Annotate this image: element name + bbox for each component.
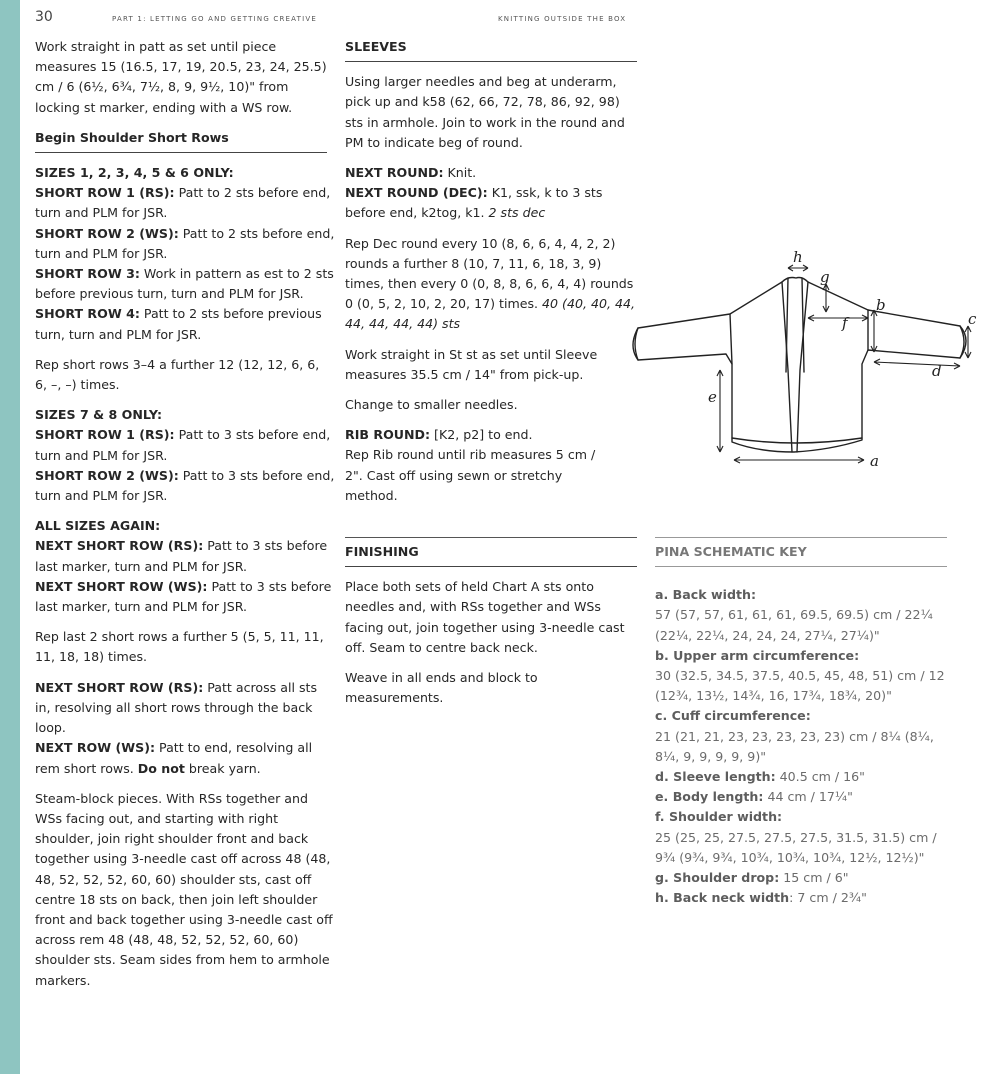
key-item-label: b. Upper arm circumference: (655, 647, 860, 663)
key-item-label: c. Cuff circumference: (655, 708, 811, 724)
sleeve-pickup: Using larger needles and beg at underarm, pick up and k58 (62, 66, 72, 78, 86, 92, 98) sts in armhole. Join to work in the round and PM to indicate beg of round. (345, 74, 625, 150)
intro-paragraph: Work straight in patt as set until piece measures 15 (16.5, 17, 19, 20.5, 23, 24, 25.5) cm / 6 (6½, 6¾, 7½, 8, 9, 9½, 10)" from locking st marker, ending with a WS row. (35, 39, 327, 115)
key-item-value: : 7 cm / 2¾" (789, 890, 867, 906)
sizes-7-8-short-row-2 (35, 466, 335, 506)
line-b (871, 310, 877, 352)
next-short-row-ws-label: NEXT SHORT ROW (WS): (35, 578, 208, 594)
repeat-short-rows: Rep short rows 3–4 a further 12 (12, 12, 6, 6, 6, –, –) times. (35, 356, 320, 393)
key-item-value: 40.5 cm / 16" (775, 769, 865, 785)
key-item-value: 21 (21, 21, 23, 23, 23, 23, 23) cm / 8¼ (8¼, 8¼, 9, 9, 9, 9, 9)" (655, 728, 934, 764)
next-row-ws-label: NEXT ROW (WS): (35, 740, 156, 756)
key-item-c (655, 706, 947, 767)
line-f (808, 315, 868, 321)
finishing-column (345, 537, 637, 718)
key-item-value: 30 (32.5, 34.5, 37.5, 40.5, 45, 48, 51) cm / 12 (12¾, 13½, 14¾, 16, 17¾, 18¾, 20)" (655, 668, 945, 704)
sizes-1-6-label: SIZES 1, 2, 3, 4, 5 & 6 ONLY: (35, 165, 234, 181)
key-item-value: 44 cm / 17¼" (763, 789, 853, 805)
sizes-7-8-short-row-1-label: SHORT ROW 1 (RS): (35, 427, 175, 443)
sizes-7-8-short-row-2-text: Patt to 3 sts before end, turn and PLM for JSR. (35, 467, 335, 504)
sweater-schematic-svg (630, 248, 980, 478)
sleeves-heading: SLEEVES (345, 37, 637, 62)
sizes-7-8-heading (35, 405, 335, 425)
next-short-row-ws (35, 577, 335, 617)
finishing-weave: Weave in all ends and block to measurements. (345, 670, 538, 706)
sizes-1-6-heading (35, 163, 335, 183)
sizes-7-8-short-row-1-text: Patt to 3 sts before end, turn and PLM for JSR. (35, 427, 331, 463)
label-a: a (870, 452, 879, 470)
key-item-g (655, 868, 947, 888)
rib-repeat: Rep Rib round until rib measures 5 cm / 2". Cast off using sewn or stretchy method. (345, 447, 596, 503)
line-a (734, 457, 864, 463)
short-row-3-text: Work in pattern as est to 2 sts before previous turn, turn and PLM for JSR. (35, 266, 334, 302)
next-row-ws (35, 738, 335, 778)
next-short-row-across-label: NEXT SHORT ROW (RS): (35, 679, 204, 695)
next-round-dec-text: K1, ssk, k to 3 sts before end, k2tog, k1. (345, 185, 603, 221)
short-row-3-label: SHORT ROW 3: (35, 266, 140, 282)
running-header-left: PART 1: LETTING GO AND GETTING CREATIVE (112, 15, 317, 23)
repeat-dec-note: 40 (40, 40, 44, 44, 44, 44, 44) sts (345, 296, 636, 332)
next-short-row-ws-text: Patt to 3 sts before last marker, turn and PLM for JSR. (35, 578, 332, 615)
key-item-label: e. Body length: (655, 789, 764, 805)
key-item-value: 25 (25, 25, 27.5, 27.5, 27.5, 31.5, 31.5) cm / 9¾ (9¾, 9¾, 10¾, 10¾, 10¾, 12½, 12½)" (655, 829, 937, 865)
all-sizes-label: ALL SIZES AGAIN: (35, 518, 161, 534)
label-c: c (968, 310, 977, 328)
line-d (874, 359, 960, 369)
short-row-2-label: SHORT ROW 2 (WS): (35, 225, 179, 241)
key-item-label: d. Sleeve length: (655, 769, 776, 785)
repeat-dec-text: Rep Dec round every 10 (8, 6, 6, 4, 4, 2, 2) rounds a further 8 (10, 7, 11, 6, 18, 3, 9) times, then every 0 (0, 8, 8, 6, 6, 4, 4) rounds 0 (0, 5, 2, 10, 2, 20, 17) times. (345, 235, 634, 312)
short-row-1-label: SHORT ROW 1 (RS): (35, 185, 175, 201)
change-needles: Change to smaller needles. (345, 397, 518, 413)
steam-block-paragraph: Steam-block pieces. With RSs together and WSs facing out, and starting with right shoulder, join right shoulder front and back together using 3-needle cast off across 48 (48, 48, 52, 52, 52, 60, 60) shoulder sts, cast off centre 18 sts on back, then join left shoulder front and back together using 3-needle cast off across rem 48 (48, 48, 52, 52, 52, 60, 60) shoulder sts. Seam sides from hem to armhole markers. (35, 790, 333, 988)
do-not-emphasis: Do not (137, 760, 185, 776)
next-short-row-rs-label: NEXT SHORT ROW (RS): (35, 538, 204, 554)
key-item-value: 15 cm / 6" (779, 870, 849, 886)
rib-round-text: [K2, p2] to end. (430, 427, 533, 443)
key-item-e (655, 787, 947, 807)
short-row-2-text: Patt to 2 sts before end, turn and PLM for JSR. (35, 225, 335, 261)
line-g (823, 284, 829, 312)
key-item-b (655, 646, 947, 707)
page-number: 30 (35, 9, 53, 25)
schematic-key-heading: PINA SCHEMATIC KEY (655, 537, 947, 567)
key-item-h (655, 888, 947, 908)
key-item-value: 57 (57, 57, 61, 61, 61, 69.5, 69.5) cm / 22¼ (22¼, 22¼, 24, 24, 24, 27¼, 27¼)" (655, 607, 933, 643)
next-row-ws-text: Patt to end, resolving all rem short rows. (35, 740, 313, 776)
key-item-d (655, 767, 947, 787)
rib-round-label: RIB ROUND: (345, 427, 431, 443)
label-d: d (932, 362, 942, 380)
short-row-1-text: Patt to 2 sts before end, turn and PLM for JSR. (35, 185, 331, 221)
finishing-heading: FINISHING (345, 537, 637, 567)
sweater-outline (633, 278, 966, 453)
label-g: g (820, 268, 830, 286)
sizes-7-8-label: SIZES 7 & 8 ONLY: (35, 407, 162, 423)
sizes-7-8-short-row-1 (35, 425, 335, 465)
rib-round (345, 425, 640, 445)
key-item-label: h. Back neck width (655, 890, 790, 906)
pina-schematic-diagram (630, 248, 980, 478)
short-row-4-label: SHORT ROW 4: (35, 306, 140, 322)
next-short-row-across-text: Patt across all sts in, resolving all short rows through the back loop. (35, 679, 318, 736)
finishing-place: Place both sets of held Chart A sts onto needles and, with RSs together and WSs facing out, join together using 3-needle cast off. Seam to centre back neck. (345, 579, 625, 655)
short-row-1 (35, 183, 335, 223)
teal-edge-strip (0, 0, 20, 1074)
key-item-label: g. Shoulder drop: (655, 870, 780, 886)
shoulder-short-rows-heading: Begin Shoulder Short Rows (35, 128, 327, 153)
label-h: h (793, 248, 803, 266)
label-b: b (876, 296, 886, 314)
key-item-f (655, 807, 947, 868)
next-round (345, 163, 640, 183)
next-short-row-rs (35, 536, 335, 576)
repeat-last-rows: Rep last 2 short rows a further 5 (5, 5, 11, 11, 11, 18, 18) times. (35, 629, 324, 665)
next-round-label: NEXT ROUND: (345, 165, 444, 181)
key-item-label: f. Shoulder width: (655, 809, 783, 825)
next-round-dec-note: 2 sts dec (488, 205, 546, 221)
work-straight-sleeve: Work straight in St st as set until Sleeve measures 35.5 cm / 14" from pick-up. (345, 346, 598, 382)
break-yarn-text: break yarn. (184, 760, 261, 776)
next-round-dec (345, 183, 640, 223)
sleeves-column (345, 37, 640, 516)
key-item-a (655, 585, 947, 646)
line-e (717, 370, 723, 452)
next-short-row-across (35, 678, 335, 739)
short-row-3 (35, 264, 335, 304)
short-row-2 (35, 224, 335, 264)
repeat-dec-round (345, 234, 637, 335)
short-row-4-text: Patt to 2 sts before previous turn, turn and PLM for JSR. (35, 306, 322, 342)
left-sleeve-seam (730, 314, 732, 364)
next-round-text: Knit. (443, 165, 477, 181)
next-short-row-rs-text: Patt to 3 sts before last marker, turn and PLM for JSR. (35, 538, 328, 574)
schematic-key-column (655, 537, 947, 908)
short-row-4 (35, 304, 335, 344)
running-header-right: KNITTING OUTSIDE THE BOX (498, 15, 627, 23)
sizes-7-8-short-row-2-label: SHORT ROW 2 (WS): (35, 467, 179, 483)
all-sizes-heading (35, 516, 335, 536)
label-f: f (842, 314, 848, 332)
next-round-dec-label: NEXT ROUND (DEC): (345, 185, 488, 201)
key-item-label: a. Back width: (655, 587, 756, 603)
left-column (35, 37, 335, 1001)
label-e: e (708, 388, 717, 406)
